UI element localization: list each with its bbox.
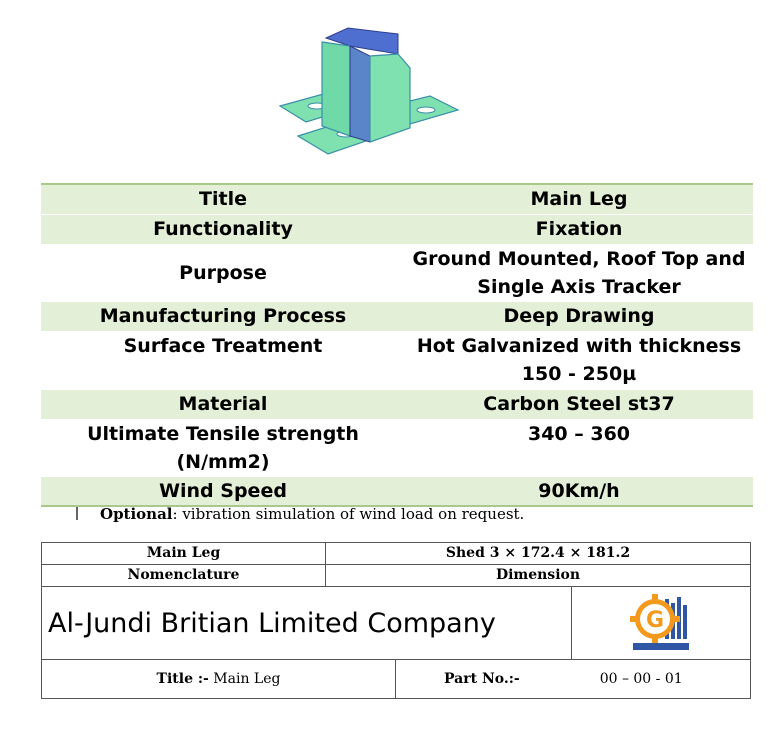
- title-block-row-footer: [42, 660, 750, 698]
- spec-value-line: 150 - 250µ: [521, 363, 637, 385]
- part-no-value: 00 – 00 - 01: [599, 671, 683, 687]
- dimension-value: Shed 3 × 172.4 × 181.2: [445, 545, 631, 561]
- footer-title-label: Title :-: [156, 671, 209, 687]
- part-no-label: Part No.:-: [444, 671, 520, 687]
- spec-label: [41, 419, 405, 476]
- specification-table: [41, 183, 753, 507]
- spec-row-surface-treatment: [41, 331, 753, 389]
- spec-label: Manufacturing Process: [41, 301, 405, 331]
- spec-value: Main Leg: [405, 184, 753, 214]
- footer-title: [42, 660, 396, 698]
- dimension-label: Dimension: [495, 567, 581, 583]
- main-leg-part-image: [270, 24, 465, 164]
- spec-label: Functionality: [41, 214, 405, 244]
- spec-row-title: [41, 184, 753, 214]
- nomenclature-label: Nomenclature: [42, 565, 326, 586]
- title-block-row-labels: [42, 565, 750, 587]
- spec-value: 340 – 360: [527, 422, 631, 445]
- spec-label-line: (N/mm2): [176, 450, 270, 473]
- spec-row-purpose: [41, 244, 753, 301]
- note-text: : vibration simulation of wind load on request.: [172, 505, 525, 523]
- spec-value: [405, 244, 753, 301]
- spec-row-material: [41, 389, 753, 419]
- spec-value: [405, 331, 753, 389]
- note-bold: Optional: [100, 505, 173, 523]
- spec-value: 90Km/h: [405, 476, 753, 506]
- company-logo: [572, 587, 750, 659]
- title-block: [41, 542, 751, 699]
- spec-value-line: Ground Mounted, Roof Top and: [412, 247, 746, 270]
- svg-text:G: G: [645, 608, 665, 633]
- spec-label: Surface Treatment: [123, 334, 323, 357]
- spec-row-functionality: [41, 214, 753, 244]
- title-block-row-company: [42, 587, 750, 660]
- spec-value-line: Hot Galvanized with thickness: [416, 335, 742, 357]
- optional-note: [76, 505, 524, 523]
- spec-row-tensile: [41, 419, 753, 476]
- spec-label: Material: [41, 389, 405, 419]
- part-name: Main Leg: [42, 543, 326, 564]
- spec-value: Carbon Steel st37: [405, 389, 753, 419]
- spec-label: Purpose: [179, 261, 267, 284]
- title-block-row-part: [42, 543, 750, 565]
- spec-row-wind-speed: [41, 476, 753, 506]
- footer-title-value: Main Leg: [208, 671, 281, 687]
- bullet-icon: [76, 507, 78, 520]
- spec-value-line: Single Axis Tracker: [477, 275, 681, 298]
- gear-logo-icon: [629, 593, 693, 653]
- spec-value: Deep Drawing: [405, 301, 753, 331]
- spec-value: Fixation: [405, 214, 753, 244]
- company-name: Al-Jundi Britian Limited Company: [42, 587, 572, 659]
- spec-row-manufacturing: [41, 301, 753, 331]
- spec-label: Wind Speed: [41, 476, 405, 506]
- spec-label: Title: [41, 184, 405, 214]
- spec-label-line: Ultimate Tensile strength: [87, 422, 359, 445]
- footer-part-no: [396, 660, 750, 698]
